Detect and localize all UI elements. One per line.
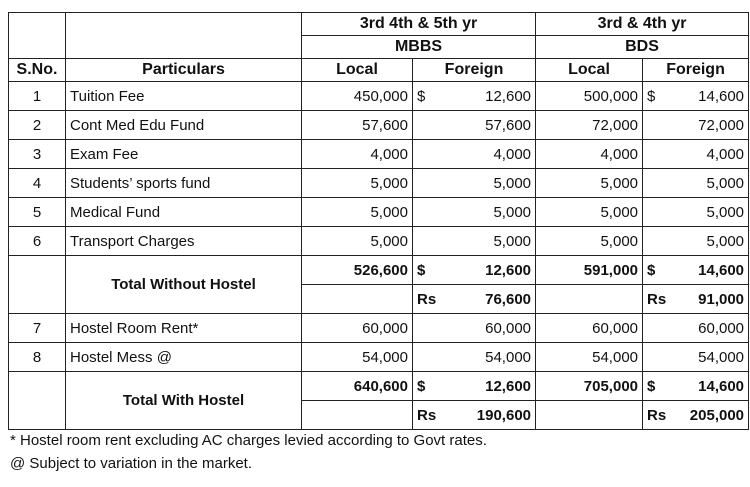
table-row bbox=[9, 198, 749, 227]
bds-local-value: 5,000 bbox=[536, 169, 643, 198]
bds-foreign-cell bbox=[643, 82, 749, 111]
mbbs-local-value: 450,000 bbox=[302, 82, 413, 111]
table-row bbox=[9, 314, 749, 343]
currency-prefix: $ bbox=[417, 261, 426, 279]
row-particular: Transport Charges bbox=[66, 227, 302, 256]
bds-local-value: 5,000 bbox=[536, 227, 643, 256]
bds-local-total: 591,000 bbox=[536, 256, 643, 285]
bds-usd-total-cell bbox=[643, 256, 749, 285]
row-particular: Hostel Mess @ bbox=[66, 343, 302, 372]
mbbs-local-value: 4,000 bbox=[302, 140, 413, 169]
bds-foreign-value: 60,000 bbox=[643, 314, 749, 343]
row-particular: Hostel Room Rent* bbox=[66, 314, 302, 343]
mbbs-local-value: 5,000 bbox=[302, 198, 413, 227]
bds-usd-total: 14,600 bbox=[698, 261, 745, 279]
mbbs-rs-total-cell bbox=[413, 285, 536, 314]
footnote-hostel-mess: @ Subject to variation in the market. bbox=[10, 455, 253, 472]
row-sno: 7 bbox=[9, 314, 66, 343]
mbbs-local-total: 526,600 bbox=[302, 256, 413, 285]
total-with-hostel-label: Total With Hostel bbox=[66, 372, 302, 430]
blank-cell bbox=[9, 256, 66, 314]
mbbs-usd-total: 12,600 bbox=[485, 377, 532, 395]
currency-prefix: Rs bbox=[647, 290, 667, 308]
mbbs-usd-total-cell bbox=[413, 372, 536, 401]
row-particular: Medical Fund bbox=[66, 198, 302, 227]
currency-prefix: $ bbox=[647, 377, 656, 395]
mbbs-rs-total-cell bbox=[413, 401, 536, 430]
row-particular: Tuition Fee bbox=[66, 82, 302, 111]
mbbs-foreign-value: 54,000 bbox=[413, 343, 536, 372]
total-without-hostel-label: Total Without Hostel bbox=[66, 256, 302, 314]
total-with-hostel-row bbox=[9, 372, 749, 401]
blank-cell bbox=[536, 401, 643, 430]
mbbs-usd-total: 12,600 bbox=[485, 261, 532, 279]
currency-prefix: $ bbox=[417, 377, 426, 395]
col-bds-local-header: Local bbox=[536, 59, 643, 82]
table-row bbox=[9, 111, 749, 140]
mbbs-local-value: 54,000 bbox=[302, 343, 413, 372]
mbbs-local-total: 640,600 bbox=[302, 372, 413, 401]
row-sno: 1 bbox=[9, 82, 66, 111]
mbbs-local-value: 5,000 bbox=[302, 169, 413, 198]
table-row bbox=[9, 343, 749, 372]
table-row bbox=[9, 169, 749, 198]
col-particulars-header: Particulars bbox=[66, 59, 302, 82]
mbbs-foreign-value: 12,600 bbox=[485, 87, 532, 105]
bds-rs-total: 91,000 bbox=[698, 290, 745, 308]
currency-prefix: Rs bbox=[417, 406, 437, 424]
blank-cell bbox=[302, 285, 413, 314]
bds-local-total: 705,000 bbox=[536, 372, 643, 401]
bds-foreign-value: 54,000 bbox=[643, 343, 749, 372]
blank-cell bbox=[536, 285, 643, 314]
bds-rs-total-cell bbox=[643, 401, 749, 430]
row-sno: 2 bbox=[9, 111, 66, 140]
col-mbbs-foreign-header: Foreign bbox=[413, 59, 536, 82]
currency-prefix: $ bbox=[417, 87, 426, 105]
mbbs-rs-total: 190,600 bbox=[476, 406, 532, 424]
row-sno: 5 bbox=[9, 198, 66, 227]
blank-cell bbox=[302, 401, 413, 430]
bds-rs-total-cell bbox=[643, 285, 749, 314]
currency-prefix: $ bbox=[647, 261, 656, 279]
row-particular: Cont Med Edu Fund bbox=[66, 111, 302, 140]
bds-local-value: 54,000 bbox=[536, 343, 643, 372]
header-blank bbox=[9, 13, 66, 59]
currency-prefix: Rs bbox=[647, 406, 667, 424]
mbbs-foreign-value: 5,000 bbox=[413, 227, 536, 256]
bds-years-header: 3rd & 4th yr bbox=[536, 13, 749, 36]
bds-local-value: 500,000 bbox=[536, 82, 643, 111]
table-row bbox=[9, 140, 749, 169]
mbbs-rs-total: 76,600 bbox=[485, 290, 532, 308]
bds-usd-total-cell bbox=[643, 372, 749, 401]
mbbs-foreign-value: 4,000 bbox=[413, 140, 536, 169]
row-sno: 3 bbox=[9, 140, 66, 169]
bds-local-value: 72,000 bbox=[536, 111, 643, 140]
bds-header: BDS bbox=[536, 36, 749, 59]
bds-local-value: 5,000 bbox=[536, 198, 643, 227]
mbbs-local-value: 60,000 bbox=[302, 314, 413, 343]
row-sno: 4 bbox=[9, 169, 66, 198]
col-bds-foreign-header: Foreign bbox=[643, 59, 749, 82]
col-mbbs-local-header: Local bbox=[302, 59, 413, 82]
row-sno: 6 bbox=[9, 227, 66, 256]
mbbs-foreign-value: 5,000 bbox=[413, 198, 536, 227]
row-particular: Students’ sports fund bbox=[66, 169, 302, 198]
row-sno: 8 bbox=[9, 343, 66, 372]
currency-prefix: $ bbox=[647, 87, 656, 105]
mbbs-usd-total-cell bbox=[413, 256, 536, 285]
bds-foreign-value: 5,000 bbox=[643, 198, 749, 227]
header-blank bbox=[66, 13, 302, 59]
bds-foreign-value: 4,000 bbox=[643, 140, 749, 169]
bds-rs-total: 205,000 bbox=[689, 406, 745, 424]
currency-prefix: Rs bbox=[417, 290, 437, 308]
mbbs-foreign-cell bbox=[413, 82, 536, 111]
mbbs-years-header: 3rd 4th & 5th yr bbox=[302, 13, 536, 36]
mbbs-local-value: 57,600 bbox=[302, 111, 413, 140]
bds-foreign-value: 5,000 bbox=[643, 227, 749, 256]
mbbs-local-value: 5,000 bbox=[302, 227, 413, 256]
mbbs-foreign-value: 60,000 bbox=[413, 314, 536, 343]
mbbs-foreign-value: 57,600 bbox=[413, 111, 536, 140]
bds-local-value: 60,000 bbox=[536, 314, 643, 343]
mbbs-foreign-value: 5,000 bbox=[413, 169, 536, 198]
bds-foreign-value: 14,600 bbox=[698, 87, 745, 105]
mbbs-header: MBBS bbox=[302, 36, 536, 59]
blank-cell bbox=[9, 372, 66, 430]
table-row bbox=[9, 82, 749, 111]
bds-local-value: 4,000 bbox=[536, 140, 643, 169]
col-sno-header: S.No. bbox=[9, 59, 66, 82]
footnote-hostel-rent: * Hostel room rent excluding AC charges levied according to Govt rates. bbox=[10, 432, 487, 449]
bds-foreign-value: 5,000 bbox=[643, 169, 749, 198]
fee-table bbox=[8, 12, 749, 430]
row-particular: Exam Fee bbox=[66, 140, 302, 169]
bds-usd-total: 14,600 bbox=[698, 377, 745, 395]
table-row bbox=[9, 227, 749, 256]
bds-foreign-value: 72,000 bbox=[643, 111, 749, 140]
total-without-hostel-row bbox=[9, 256, 749, 285]
